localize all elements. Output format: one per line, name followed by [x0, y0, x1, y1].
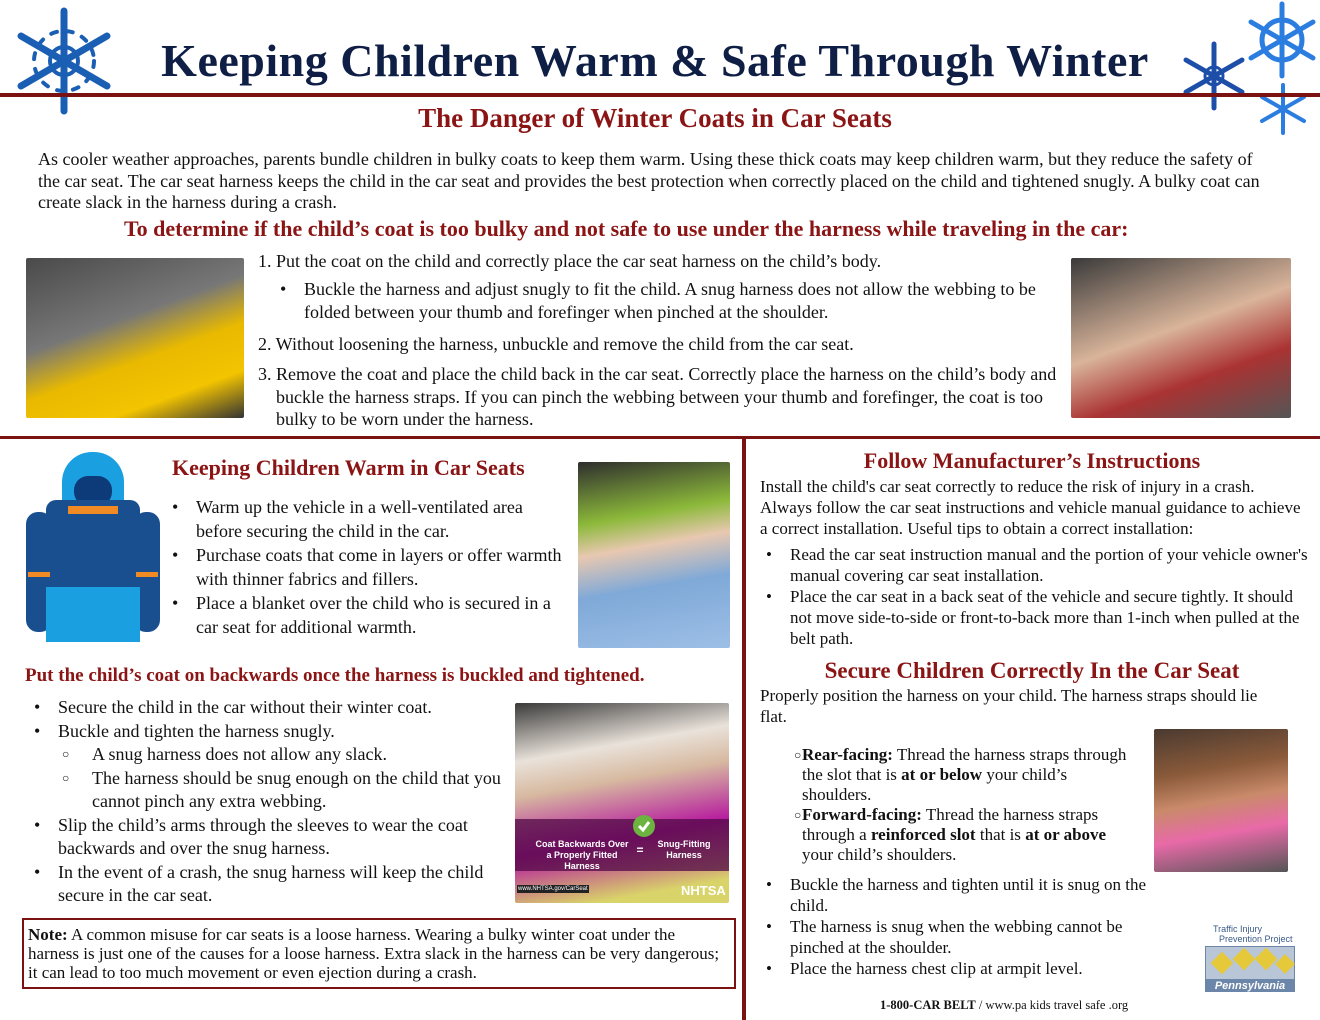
divider	[0, 93, 1320, 97]
secure-intro: Properly position the harness on your child. The harness straps should lie flat.	[760, 686, 1258, 726]
list-subitem: ○ Forward-facing: Thread the harness straps through a reinforced slot that is at or above your child’s shoulders.	[756, 805, 1136, 865]
winter-coat-icon	[26, 452, 160, 644]
list-item: • Place the car seat in a back seat of the vehicle and secure tightly. It should not move side-to-side or front-to-back more than 1-inch when pulled at the belt path.	[756, 586, 1308, 649]
photo-url: www.NHTSA.gov/CarSeat	[518, 886, 588, 892]
danger-subheading: To determine if the child’s coat is too bulky and not safe to use under the harness while traveling in the car:	[124, 216, 1129, 241]
photo-caption: Snug-Fitting Harness	[657, 839, 711, 860]
list-subitem: ○ The harness should be snug enough on the child that you cannot pinch any extra webbing.	[24, 767, 512, 814]
list-item: • Buckle and tighten the harness snugly.	[24, 720, 512, 744]
coat-backwards-photo	[515, 703, 729, 903]
child-in-car-seat-photo	[1154, 729, 1288, 872]
child-in-coat-photo	[26, 258, 244, 418]
list-item: • In the event of a crash, the snug harness will keep the child secure in the car seat.	[24, 861, 512, 908]
child-without-coat-photo	[1071, 258, 1291, 418]
note-label: Note:	[28, 925, 68, 944]
list-item: • Place the harness chest clip at armpit level.	[756, 958, 1186, 979]
snowflake-icon	[1178, 40, 1250, 112]
danger-step-1: 1. Put the coat on the child and correctly place the car seat harness on the child’s body.	[258, 251, 882, 271]
right-column	[756, 448, 1308, 979]
manufacturer-intro: Install the child's car seat correctly to reduce the risk of injury in a crash. Always follow the car seat instructions and vehicle manual guidance to achieve a correct installation. Useful tips to obtain a correct installation:	[760, 477, 1301, 538]
tipp-logo: Traffic Injury Prevention Project Pennsylvania	[1203, 924, 1297, 998]
list-item: • Slip the child’s arms through the sleeves to wear the coat backwards and over the snug harness.	[24, 814, 512, 861]
danger-step-2: 2. Without loosening the harness, unbuckle and remove the child from the car seat.	[258, 334, 854, 354]
photo-caption: =	[636, 843, 644, 857]
footer-url[interactable]: www.pa kids travel safe .org	[985, 998, 1129, 1012]
divider	[0, 436, 1320, 439]
note-text: A common misuse for car seats is a loose harness. Wearing a bulky winter coat under the harness is just one of the causes for a loose harness. Extra slack in the harness can be very dangerous; it can lead to too much movement or even ejection during a crash.	[28, 925, 720, 982]
list-item: • Buckle the harness and tighten until it is snug on the child.	[756, 874, 1186, 916]
list-subitem: ○ Rear-facing: Thread the harness straps through the slot that is at or below your child’s shoulders.	[756, 745, 1136, 805]
photo-caption: Coat Backwards Over a Properly Fitted Harness	[535, 839, 629, 871]
backwards-heading: Put the child’s coat on backwards once the harness is buckled and tightened.	[25, 665, 645, 686]
list-subitem: ○ A snug harness does not allow any slack.	[24, 743, 512, 767]
note-box	[22, 918, 736, 989]
footer-phone: 1-800-CAR BELT	[880, 998, 976, 1012]
warm-heading: Keeping Children Warm in Car Seats	[172, 455, 525, 480]
list-item: • Warm up the vehicle in a well-ventilated area before securing the child in the car.	[162, 495, 572, 543]
manufacturer-heading: Follow Manufacturer’s Instructions	[863, 448, 1201, 473]
danger-heading: The Danger of Winter Coats in Car Seats	[418, 103, 892, 133]
danger-step-3: 3. Remove the coat and place the child back in the car seat. Correctly place the harness on the child’s body and buckle the harness straps. If you can pinch the webbing between your thumb and forefinger, the coat is too bulky to be worn under the harness.	[258, 364, 1057, 429]
divider	[742, 439, 746, 1020]
list-item: • Secure the child in the car without their winter coat.	[24, 696, 512, 720]
snowflake-icon	[1244, 0, 1320, 80]
page-title: Keeping Children Warm & Safe Through Winter	[161, 35, 1149, 86]
list-item: • The harness is snug when the webbing cannot be pinched at the shoulder.	[756, 916, 1146, 958]
list-item: • Buckle the harness and adjust snugly to fit the child. A snug harness does not allow the webbing to be folded between your thumb and forefinger when pinched at the shoulder.	[270, 278, 1060, 324]
list-item: • Read the car seat instruction manual and the portion of your vehicle owner's manual covering car seat installation.	[756, 544, 1308, 586]
footer-contact: 1-800-CAR BELT / www.pa kids travel safe .org	[880, 998, 1129, 1012]
nhtsa-logo: NHTSA	[681, 883, 726, 898]
list-item: • Place a blanket over the child who is secured in a car seat for additional warmth.	[162, 591, 572, 639]
secure-heading: Secure Children Correctly In the Car Seat	[824, 658, 1240, 683]
snowflake-icon	[4, 6, 124, 116]
child-with-blanket-photo	[578, 462, 730, 648]
danger-intro: As cooler weather approaches, parents bundle children in bulky coats to keep them warm. Using these thick coats may keep children warm, but they reduce the safety of the car seat. The car seat harness keeps the child in the car seat and provides the best protection when correctly placed on the child and tightened snugly. A bulky coat can create slack in the harness during a crash.	[38, 149, 1260, 212]
list-item: • Purchase coats that come in layers or offer warmth with thinner fabrics and fillers.	[162, 543, 572, 591]
checkmark-icon	[633, 815, 655, 837]
